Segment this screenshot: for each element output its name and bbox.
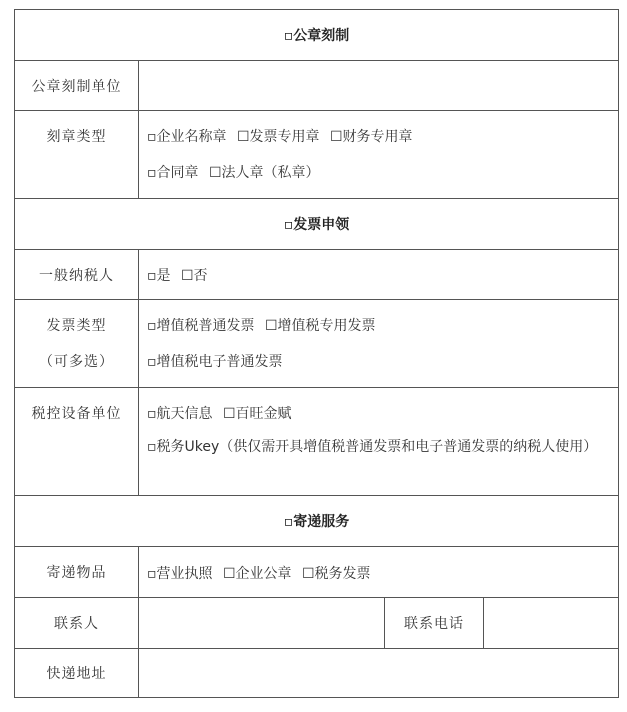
section-header-mail bbox=[15, 496, 618, 547]
option-contract-seal[interactable]: ▫合同章 bbox=[147, 165, 199, 181]
row-tax-device bbox=[15, 388, 618, 496]
label-multi-select: （可多选） bbox=[39, 354, 114, 370]
label-address: 快递地址 bbox=[15, 649, 139, 697]
option-finance-seal[interactable]: ☐财务专用章 bbox=[329, 129, 413, 145]
label-seal-unit: 公章刻制单位 bbox=[15, 61, 139, 110]
row-taxpayer bbox=[15, 250, 618, 300]
label-taxpayer: 一般纳税人 bbox=[15, 250, 139, 299]
seal-unit-field[interactable] bbox=[139, 61, 618, 110]
option-legal-person-seal[interactable]: ☐法人章（私章） bbox=[208, 165, 320, 181]
row-contact bbox=[15, 598, 618, 649]
row-address bbox=[15, 649, 618, 697]
option-company-name-seal[interactable]: ▫企业名称章 bbox=[147, 129, 227, 145]
row-invoice-type bbox=[15, 300, 618, 388]
label-invoice-type: 发票类型 （可多选） bbox=[15, 300, 139, 387]
option-vat-normal-invoice[interactable]: ▫增值税普通发票 bbox=[147, 318, 255, 334]
section-title-invoice: ▫发票申领 bbox=[283, 217, 350, 233]
option-tax-ukey[interactable]: ▫税务Ukey（供仅需开具增值税普通发票和电子普通发票的纳税人使用） bbox=[147, 439, 598, 455]
service-form bbox=[14, 9, 619, 698]
label-tax-device: 税控设备单位 bbox=[15, 388, 139, 495]
option-invoice-seal[interactable]: ☐发票专用章 bbox=[236, 129, 320, 145]
section-title-mail: ▫寄递服务 bbox=[283, 514, 350, 530]
option-vat-special-invoice[interactable]: ☐增值税专用发票 bbox=[264, 318, 376, 334]
option-taxpayer-no[interactable]: ☐否 bbox=[180, 268, 208, 284]
row-mail-items bbox=[15, 547, 618, 598]
phone-field[interactable] bbox=[482, 598, 618, 648]
seal-type-options bbox=[139, 111, 618, 198]
row-seal-unit bbox=[15, 61, 618, 111]
option-business-license[interactable]: ▫营业执照 bbox=[147, 566, 213, 582]
option-vat-electronic-invoice[interactable]: ▫增值税电子普通发票 bbox=[147, 354, 283, 370]
option-company-seal[interactable]: ☐企业公章 bbox=[222, 566, 292, 582]
option-taxpayer-yes[interactable]: ▫是 bbox=[147, 268, 171, 284]
label-seal-type: 刻章类型 bbox=[15, 111, 139, 198]
row-seal-type bbox=[15, 111, 618, 199]
section-title-seal: ▫公章刻制 bbox=[283, 28, 350, 44]
label-contact: 联系人 bbox=[15, 598, 139, 648]
section-header-seal bbox=[15, 10, 618, 61]
label-mail-items: 寄递物品 bbox=[15, 547, 139, 597]
option-aisino[interactable]: ▫航天信息 bbox=[147, 406, 213, 422]
label-phone: 联系电话 bbox=[384, 598, 484, 648]
address-field[interactable] bbox=[139, 649, 618, 697]
contact-field[interactable] bbox=[139, 598, 384, 648]
section-header-invoice bbox=[15, 199, 618, 250]
option-tax-invoice[interactable]: ☐税务发票 bbox=[301, 566, 371, 582]
option-baiwang[interactable]: ☐百旺金赋 bbox=[222, 406, 292, 422]
